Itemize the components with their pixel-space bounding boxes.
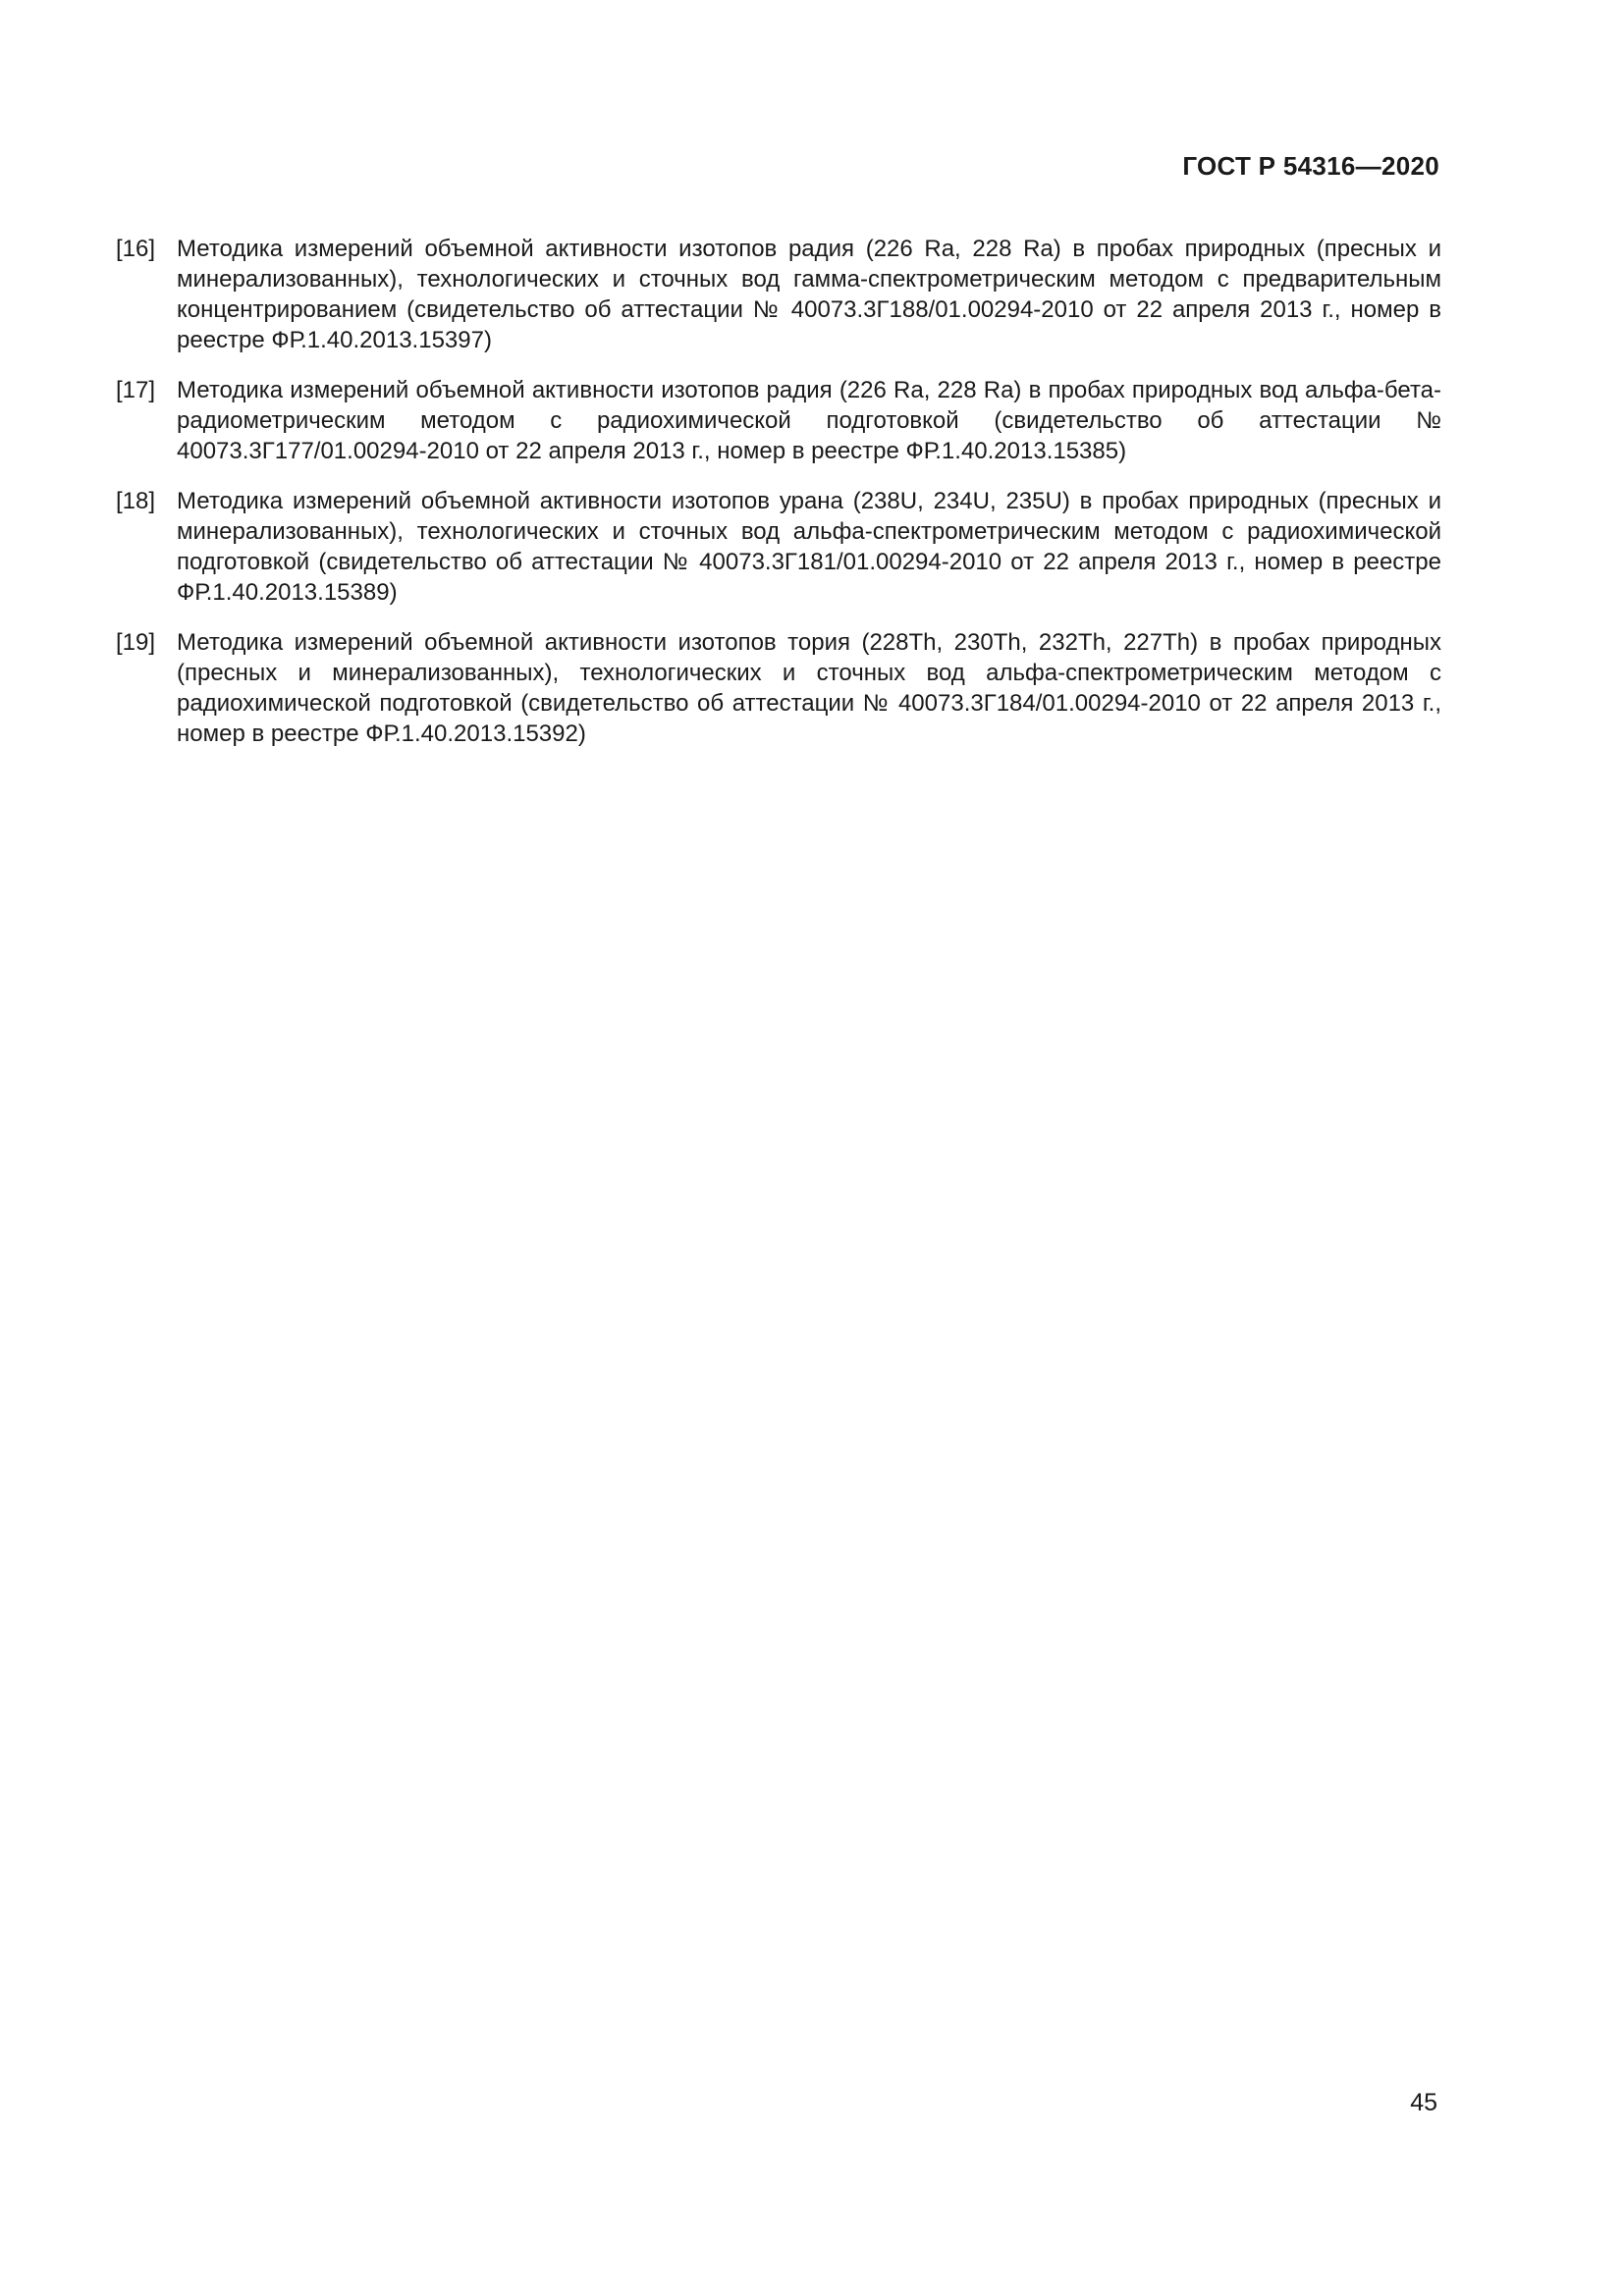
bibliography-item: [116, 627, 1441, 749]
bibliography-list: [116, 234, 1441, 769]
bibliography-item: [116, 486, 1441, 608]
bibliography-item: [116, 375, 1441, 466]
reference-text: Методика измерений объемной активности изотопов урана (238U, 234U, 235U) в пробах природных (пресных и минерализованных), технологических и сточных вод альфа-спектрометрическим методом с радиохимической подготовкой (свидетельство об аттестации № 40073.3Г181/01.00294-2010 от 22 апреля 2013 г., номер в реестре ФР.1.40.2013.15389): [177, 488, 1441, 606]
reference-number: [17]: [116, 377, 156, 403]
reference-number: [16]: [116, 236, 156, 262]
page-number: 45: [1410, 2089, 1437, 2116]
reference-text: Методика измерений объемной активности изотопов радия (226 Ra, 228 Ra) в пробах природных (пресных и минерализованных), технологических и сточных вод гамма-спектрометрическим методом с предварительным концентрированием (свидетельство об аттестации № 40073.3Г188/01.00294-2010 от 22 апреля 2013 г., номер в реестре ФР.1.40.2013.15397): [177, 236, 1441, 353]
reference-text: Методика измерений объемной активности изотопов тория (228Th, 230Th, 232Th, 227Th) в пробах природных (пресных и минерализованных), технологических и сточных вод альфа-спектрометрическим методом с радиохимической подготовкой (свидетельство об аттестации № 40073.3Г184/01.00294-2010 от 22 апреля 2013 г., номер в реестре ФР.1.40.2013.15392): [177, 629, 1441, 747]
document-code-header: ГОСТ Р 54316—2020: [1182, 151, 1439, 181]
reference-number: [19]: [116, 629, 156, 656]
reference-text: Методика измерений объемной активности изотопов радия (226 Ra, 228 Ra) в пробах природных вод альфа-бета-радиометрическим методом с радиохимической подготовкой (свидетельство об аттестации № 40073.3Г177/01.00294-2010 от 22 апреля 2013 г., номер в реестре ФР.1.40.2013.15385): [177, 377, 1441, 464]
reference-number: [18]: [116, 488, 156, 514]
bibliography-item: [116, 234, 1441, 355]
